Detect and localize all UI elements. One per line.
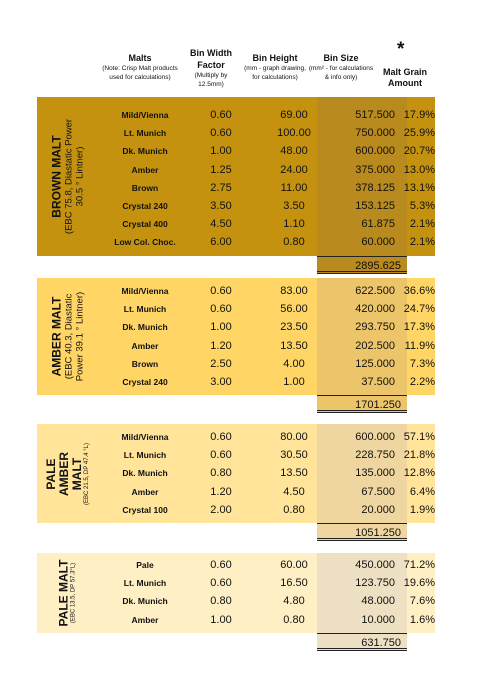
grain-percent-value: 36.6%: [403, 285, 435, 297]
header-bin-size-note: (mm² - for calculations & info only): [308, 65, 374, 81]
grain-percent-value: 57.1%: [403, 431, 435, 443]
header-malts-note: (Note: Crisp Malt products used for calculations): [102, 65, 178, 81]
bin-size-total: 1051.250: [317, 523, 407, 541]
section-label-main: PALE AMBER MALT: [43, 451, 84, 496]
malt-name: Pale: [136, 560, 154, 570]
table-row: [98, 611, 435, 629]
bin-size-value: 123.750: [355, 577, 395, 590]
table-row: [98, 179, 435, 197]
grain-percent-value: 17.9%: [403, 109, 435, 121]
asterisk-icon: *: [397, 39, 405, 60]
table-row: [98, 355, 435, 373]
bin-height-value: 23.50: [280, 321, 308, 334]
malt-name: Amber: [131, 340, 159, 351]
section-label: [37, 424, 98, 523]
malt-name: Dk. Munich: [122, 468, 168, 479]
bin-width-value: 1.00: [210, 145, 232, 158]
malt-name: Mild/Vienna: [121, 110, 169, 120]
bin-size-value: 60.000: [361, 236, 395, 249]
table-row: [98, 233, 435, 251]
table-row: [98, 161, 435, 179]
bin-height-value: 1.10: [283, 218, 305, 231]
grain-percent-value: 6.4%: [409, 485, 435, 498]
bin-height-value: 83.00: [280, 285, 308, 297]
bin-size-value: 375.000: [355, 163, 395, 176]
table-row: [98, 318, 435, 336]
table-row: [98, 282, 435, 300]
bin-height-value: 24.00: [280, 163, 308, 176]
grain-percent-value: 12.8%: [403, 467, 435, 480]
bin-height-value: 1.00: [283, 376, 305, 388]
grain-percent-value: 25.9%: [403, 127, 435, 140]
bin-size-value: 600.000: [355, 145, 395, 158]
grain-percent-value: 13.1%: [403, 181, 435, 194]
header-malts-title: Malts: [128, 53, 152, 63]
bin-size-total: 631.750: [317, 633, 407, 651]
bin-size-value: 20.000: [361, 503, 395, 516]
malt-name: Lt. Munich: [123, 304, 167, 315]
header-bin-height-note: (mm - graph drawing, for calculations): [244, 65, 306, 81]
section-label-main: AMBER MALT: [49, 296, 63, 377]
table-row: [98, 592, 435, 610]
bin-size-value: 293.750: [355, 321, 395, 334]
bin-width-value: 2.50: [210, 357, 232, 370]
bin-size-value: 750.000: [355, 127, 395, 140]
malt-name: Low Col. Choc.: [114, 237, 176, 248]
section-label-sub: (EBC 75.8, Diastatic Power 30.5 ° Lintner): [63, 118, 85, 234]
malt-name: Mild/Vienna: [121, 432, 169, 442]
malt-name: Amber: [131, 164, 159, 175]
header-bin-height: [244, 52, 306, 82]
bin-width-value: 0.60: [210, 559, 232, 571]
bin-width-value: 0.80: [210, 595, 232, 608]
header-bin-size: [306, 52, 376, 82]
bin-height-value: 13.50: [280, 467, 308, 480]
header-bin-height-title: Bin Height: [252, 53, 298, 63]
bin-width-value: 0.60: [210, 431, 232, 443]
malt-name: Dk. Munich: [122, 322, 168, 333]
malt-name: Crystal 240: [122, 201, 168, 211]
malt-section: [37, 97, 435, 276]
bin-height-value: 0.80: [283, 236, 305, 249]
bin-width-value: 1.00: [210, 613, 232, 626]
grain-percent-value: 7.3%: [409, 357, 435, 370]
bin-size-value: 48.000: [361, 595, 395, 608]
bin-height-value: 3.50: [283, 200, 305, 212]
bin-size-value: 67.500: [361, 485, 395, 498]
bin-width-value: 1.20: [210, 339, 232, 352]
header-malts: [96, 52, 184, 82]
bin-size-value: 202.500: [355, 339, 395, 352]
header-bin-size-title: Bin Size: [323, 53, 359, 63]
bin-width-value: 3.50: [210, 200, 232, 212]
table-row: [98, 483, 435, 501]
malt-name: Amber: [131, 614, 159, 625]
grain-percent-value: 11.9%: [404, 339, 435, 352]
malt-name: Lt. Munich: [123, 128, 167, 139]
bin-size-value: 600.000: [355, 431, 395, 443]
bin-height-value: 0.80: [283, 613, 305, 626]
bin-size-value: 125.000: [355, 357, 395, 370]
bin-width-value: 0.60: [210, 577, 232, 590]
header-bin-width-note: (Multiply by 12.5mm): [194, 72, 228, 88]
table-row: [98, 373, 435, 391]
section-label-sub: (EBC 21.5, DP 47.4 °L): [83, 442, 90, 505]
bin-size-value: 10.000: [361, 613, 395, 626]
grain-percent-value: 20.7%: [403, 145, 435, 158]
bin-height-value: 4.00: [283, 357, 305, 370]
section-label-sub: (EBC 40.3, Diastatic Power 39.1 ° Lintner): [63, 291, 85, 382]
bin-width-value: 0.60: [210, 127, 232, 140]
bin-height-value: 30.50: [280, 449, 308, 462]
bin-size-total: 1701.250: [317, 395, 407, 413]
section-label-sub: (EBC 13.5, DP 57.3°L): [70, 562, 77, 624]
table-row: [98, 300, 435, 318]
bin-size-value: 378.125: [355, 181, 395, 194]
bin-size-value: 135.000: [355, 467, 395, 480]
grain-percent-value: 19.6%: [403, 577, 435, 590]
bin-size-value: 228.750: [355, 449, 395, 462]
malt-section: [37, 278, 435, 415]
bin-width-value: 4.50: [210, 218, 232, 231]
grain-percent-value: 2.1%: [409, 218, 435, 231]
bin-height-value: 60.00: [280, 559, 308, 571]
malt-name: Mild/Vienna: [121, 286, 169, 296]
malt-name: Dk. Munich: [122, 596, 168, 607]
malt-name: Amber: [131, 486, 159, 497]
bin-size-value: 517.500: [355, 109, 395, 121]
table-row: [98, 464, 435, 482]
header-grain-amount: Malt Grain Amount: [382, 67, 427, 88]
grain-percent-value: 1.9%: [409, 503, 435, 516]
bin-height-value: 4.50: [283, 485, 305, 498]
bin-size-total: 2895.625: [317, 256, 407, 274]
bin-width-value: 2.00: [210, 503, 232, 516]
table-row: [98, 501, 435, 519]
malt-name: Crystal 240: [122, 377, 168, 387]
bin-height-value: 4.80: [283, 595, 305, 608]
grain-percent-value: 2.2%: [409, 376, 435, 388]
malt-name: Brown: [131, 358, 159, 369]
section-label-text: [58, 559, 78, 626]
grain-percent-value: 1.6%: [409, 613, 435, 626]
bin-width-value: 0.60: [210, 109, 232, 121]
section-label: [37, 97, 98, 256]
section-label-main: BROWN MALT: [49, 135, 63, 218]
bin-width-value: 0.80: [210, 467, 232, 480]
bin-width-value: 1.25: [210, 163, 232, 176]
bin-size-value: 61.875: [361, 218, 395, 231]
section-label: [37, 278, 98, 395]
grain-percent-value: 71.2%: [403, 559, 435, 571]
bin-width-value: 1.00: [210, 321, 232, 334]
grain-percent-value: 7.6%: [409, 595, 435, 608]
header-bin-width-title: Bin Width Factor: [190, 48, 232, 70]
table-row: [98, 106, 435, 124]
table-row: [98, 337, 435, 355]
bin-width-value: 3.00: [210, 376, 232, 388]
bin-size-value: 153.125: [355, 200, 395, 212]
bin-height-value: 16.50: [280, 577, 308, 590]
bin-height-value: 48.00: [280, 145, 308, 158]
malt-section: [37, 424, 435, 543]
table-row: [98, 215, 435, 233]
malt-name: Brown: [131, 182, 159, 193]
table-row: [98, 574, 435, 592]
grain-percent-value: 17.3%: [403, 321, 435, 334]
bin-height-value: 80.00: [280, 431, 308, 443]
bin-height-value: 0.80: [283, 503, 305, 516]
malt-name: Lt. Munich: [123, 578, 167, 589]
table-row: [98, 556, 435, 574]
section-label-text: [50, 282, 85, 392]
table-row: [98, 428, 435, 446]
bin-size-value: 420.000: [355, 303, 395, 316]
section-label-main: PALE MALT: [56, 559, 71, 627]
malt-name: Lt. Munich: [123, 450, 167, 461]
section-label-text: [45, 439, 91, 509]
malt-section: [37, 553, 435, 653]
malt-name: Crystal 400: [122, 219, 168, 230]
malt-name: Crystal 100: [122, 504, 168, 515]
grain-percent-value: 24.7%: [403, 303, 435, 316]
grain-percent-value: 2.1%: [409, 236, 435, 249]
bin-height-value: 56.00: [280, 303, 308, 316]
bin-width-value: 2.75: [210, 181, 232, 194]
grain-percent-value: 21.8%: [403, 449, 435, 462]
grain-percent-value: 13.0%: [403, 163, 435, 176]
bin-height-value: 11.00: [280, 181, 308, 194]
grain-percent-value: 5.3%: [409, 200, 435, 212]
bin-width-value: 1.20: [210, 485, 232, 498]
bin-width-value: 0.60: [210, 285, 232, 297]
bin-width-value: 0.60: [210, 449, 232, 462]
bin-width-value: 0.60: [210, 303, 232, 316]
header-bin-width: [181, 47, 241, 89]
bin-size-value: 622.500: [355, 285, 395, 297]
bin-width-value: 6.00: [210, 236, 232, 249]
section-label: [37, 553, 98, 633]
bin-height-value: 100.00: [277, 127, 311, 140]
table-row: [98, 142, 435, 160]
table-row: [98, 124, 435, 142]
bin-height-value: 13.50: [280, 339, 308, 352]
bin-size-value: 37.500: [361, 376, 395, 388]
section-label-text: [50, 116, 85, 236]
malt-name: Dk. Munich: [122, 146, 168, 157]
bin-height-value: 69.00: [280, 109, 308, 121]
table-row: [98, 197, 435, 215]
table-row: [98, 446, 435, 464]
bin-size-value: 450.000: [355, 559, 395, 571]
